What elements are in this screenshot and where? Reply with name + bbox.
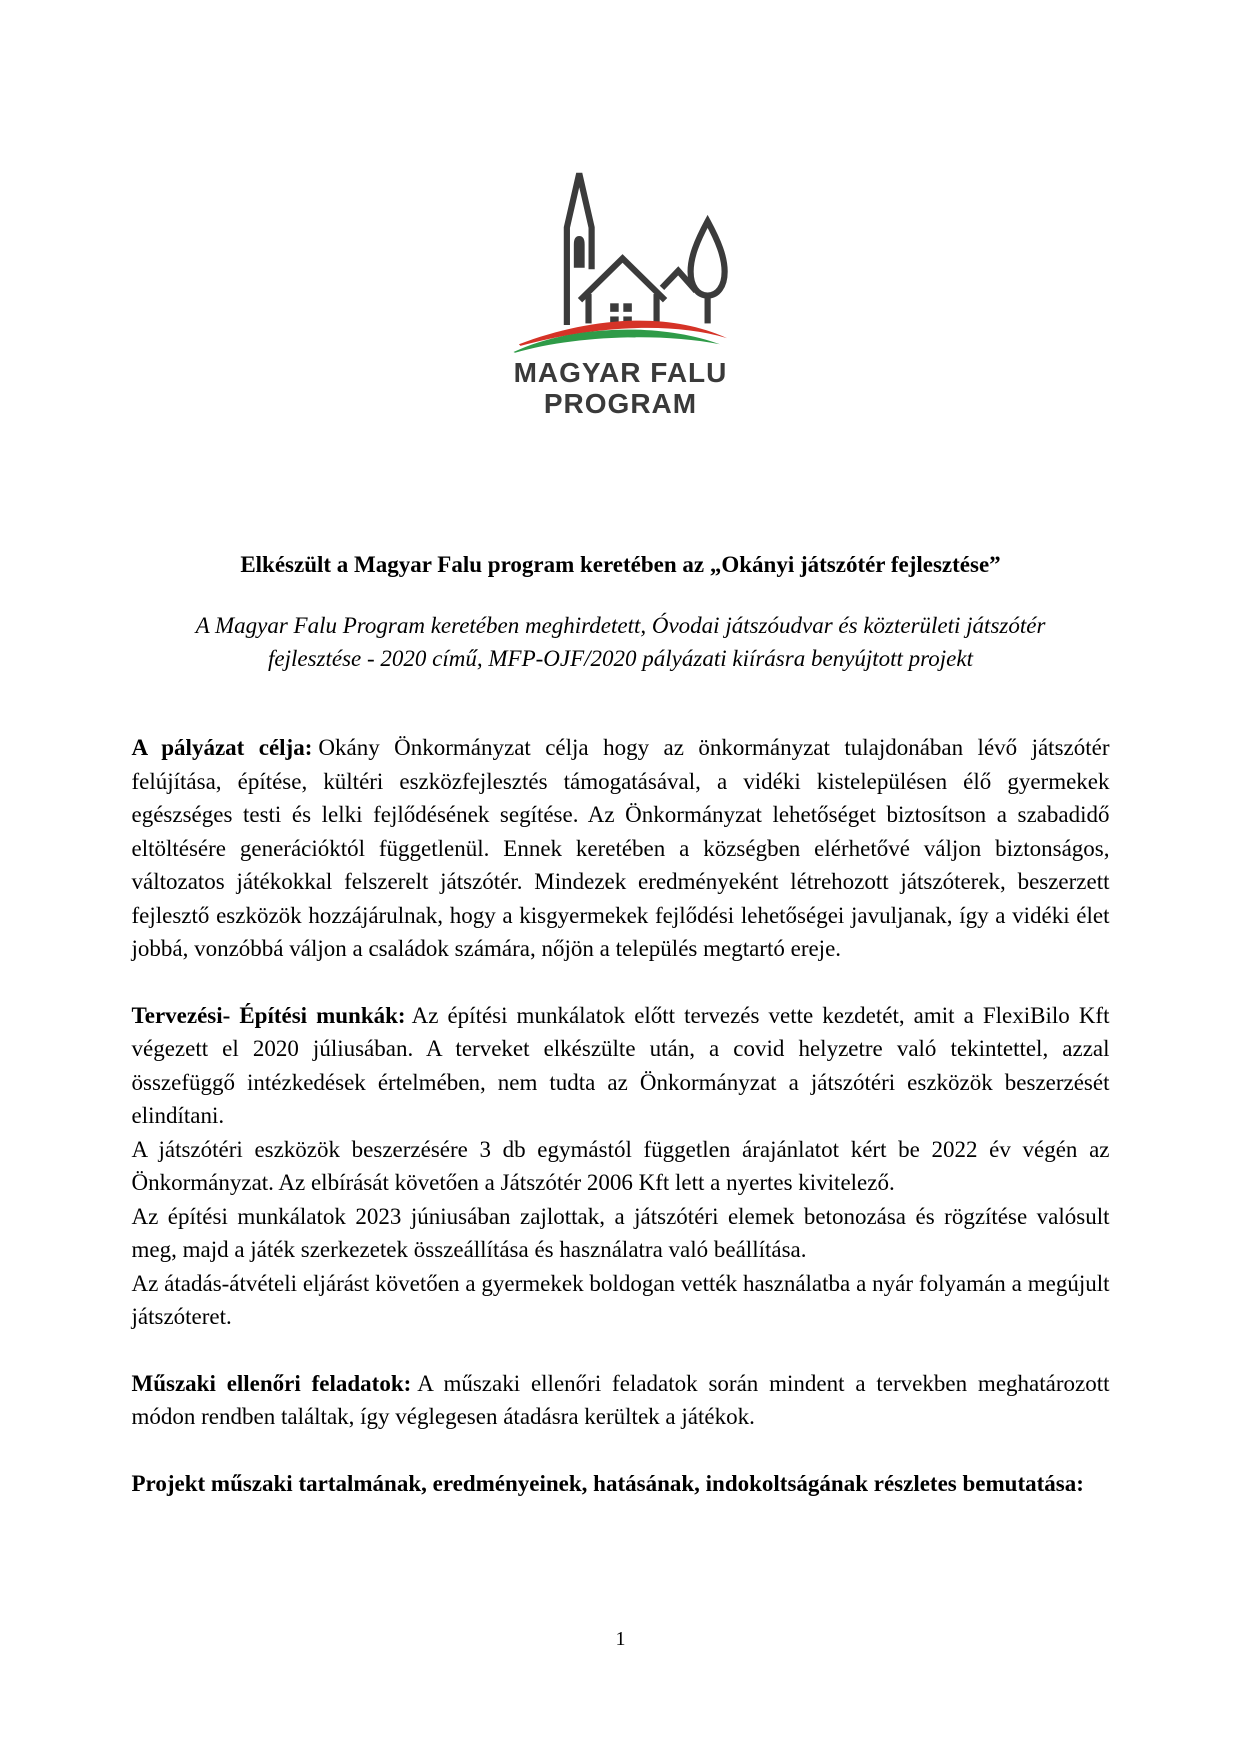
paragraph-inspector-text: A műszaki ellenőri feladatok során mindent a tervekben meghatározott módon rendben találtak, így véglegesen átadásra kerültek a játékok. xyxy=(131,1370,1110,1429)
paragraph-construction-lead: Tervezési- Építési munkák: xyxy=(131,1002,406,1028)
paragraph-construction-text: Az építési munkálatok előtt tervezés vette kezdetét, amit a FlexiBilo Kft végezett el 2020 júliusában. A terveket elkészülte után, a covid helyzetre való tekintettel, azzal összefüggő intézkedések értelmében, nem tudta az Önkormányzat a játszótéri eszközök beszerzését elindítani. xyxy=(131,1002,1110,1128)
logo-wordmark-line2: PROGRAM xyxy=(543,388,698,419)
green-swoosh-shape xyxy=(513,330,719,353)
doc-subtitle-line2: fejlesztése - 2020 című, MFP-OJF/2020 pályázati kiírásra benyújtott projekt xyxy=(268,646,973,671)
village-logo-icon xyxy=(505,150,737,353)
paragraph-project-goal-lead: A pályázat célja: xyxy=(131,735,313,760)
paragraph-project-goal-text: Okány Önkormányzat célja hogy az önkormányzat tulajdonában lévő játszótér felújítása, építése, kültéri eszközfejlesztés támogatásával, a vidéki kistelepülésen élő gyermekek egészséges testi és lelki fejlődésének segítése. Az Önkormányzat lehetőséget biztosítson a szabadidő eltöltésére generációktól függetlenül. Ennek keretében a községben elérhetővé váljon biztonságos, változatos játékokkal felszerelt játszótér. Mindezek eredményeként létrehozott játszóterek, beszerzett fejlesztő eszközök hozzájárulnak, hogy a kisgyermekek fejlődési lehetőségei javuljanak, így a vidéki élet jobbá, vonzóbbá váljon a családok számára, nőjön a település megtartó ereje. xyxy=(131,735,1110,961)
document-body xyxy=(132,549,1110,1500)
paragraph-handover-text: Az átadás-átvételi eljárást követően a gyermekek boldogan vették használatba a nyár folyamán a megújult játszóteret. xyxy=(131,1270,1110,1329)
paragraph-installation-text: Az építési munkálatok 2023 júniusában zajlottak, a játszótéri elemek betonozása és rögzítése valósult meg, majd a játék szerkezetek összeállítása és használatra való beállítása. xyxy=(131,1203,1110,1262)
paragraph-construction-group xyxy=(132,999,1110,1334)
page-number: 1 xyxy=(615,1628,626,1650)
paragraph-procurement-text: A játszótéri eszközök beszerzésére 3 db egymástól független árajánlatot kért be 2022 év végén az Önkormányzat. Az elbírását követően a Játszótér 2006 Kft lett a nyertes kivitelező. xyxy=(131,1136,1110,1195)
paragraph-project-details-heading: Projekt műszaki tartalmának, eredményeinek, hatásának, indokoltságának részletes bemutatása: xyxy=(131,1470,1084,1496)
church-window-shape xyxy=(573,236,584,268)
doc-subtitle xyxy=(132,609,1110,675)
logo-wordmark-line1: MAGYAR FALU xyxy=(513,357,728,388)
doc-subtitle-line1: A Magyar Falu Program keretében meghirdetett, Óvodai játszóudvar és közterületi játszótér xyxy=(195,613,1046,638)
paragraph-project-goal xyxy=(132,731,1110,966)
mfp-logo xyxy=(0,0,1241,419)
tree-shape xyxy=(690,221,724,295)
paragraph-construction xyxy=(132,999,1110,1133)
paragraph-inspector xyxy=(132,1367,1110,1434)
paragraph-inspector-lead: Műszaki ellenőri feladatok: xyxy=(131,1370,412,1396)
doc-title: Elkészült a Magyar Falu program keretében az „Okányi játszótér fejlesztése” xyxy=(240,552,1001,577)
